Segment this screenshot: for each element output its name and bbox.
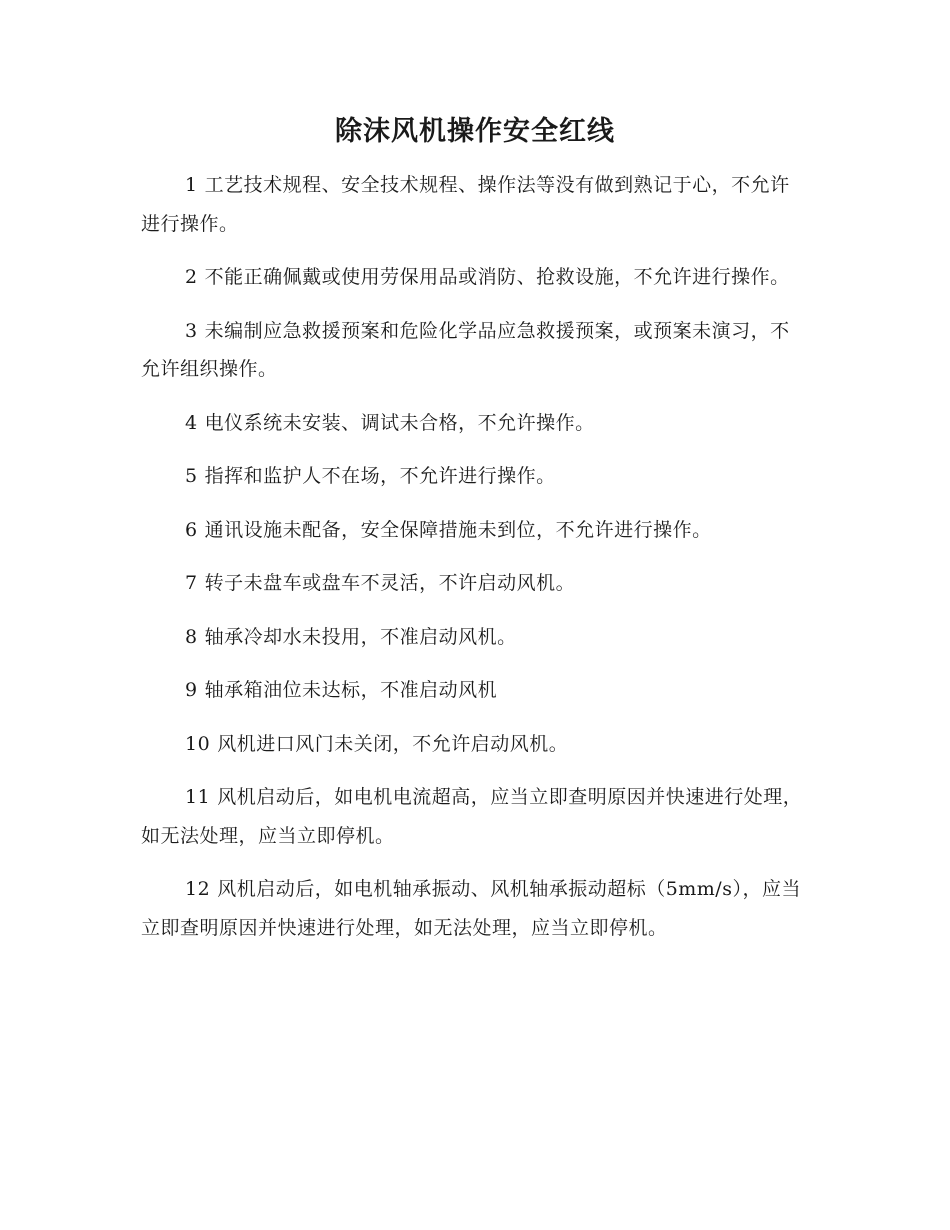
rule-item-10	[141, 725, 809, 764]
rule-text: 风机进口风门未关闭，不允许启动风机。	[217, 732, 569, 755]
rule-item-4	[141, 404, 809, 443]
rule-number: 7	[185, 572, 198, 594]
rule-text: 轴承箱油位未达标，不准启动风机	[204, 679, 498, 701]
rule-item-5	[141, 457, 809, 496]
rule-text: 风机启动后，如电机电流超高，应当立即查明原因并快速进行处理，如无法处理，应当立即停机。	[141, 786, 803, 847]
rule-number: 2	[185, 266, 198, 288]
rule-item-3	[141, 312, 809, 389]
rule-text: 指挥和监护人不在场，不允许进行操作。	[204, 465, 556, 487]
rule-number: 9	[185, 679, 198, 701]
rule-list	[141, 166, 809, 962]
rule-item-8	[141, 618, 809, 657]
rule-text: 不能正确佩戴或使用劳保用品或消防、抢救设施，不允许进行操作。	[204, 266, 790, 288]
rule-number: 8	[185, 625, 198, 648]
rule-text: 风机启动后，如电机轴承振动、风机轴承振动超标（5mm/s），应当立即查明原因并快速进行处理，如无法处理，应当立即停机。	[141, 878, 801, 939]
rule-item-9	[141, 671, 809, 710]
rule-text: 电仪系统未安装、调试未合格，不允许操作。	[204, 411, 595, 434]
document-title: 除沫风机操作安全红线	[335, 116, 615, 147]
rule-item-12	[141, 870, 809, 947]
rule-number: 10	[185, 732, 211, 755]
rule-item-11	[141, 778, 809, 855]
rule-text: 未编制应急救援预案和危险化学品应急救援预案，或预案未演习，不允许组织操作。	[141, 319, 790, 380]
rule-text: 工艺技术规程、安全技术规程、操作法等没有做到熟记于心，不允许进行操作。	[141, 174, 790, 235]
rule-item-7	[141, 564, 809, 603]
rule-number: 12	[185, 878, 211, 900]
rule-item-2	[141, 258, 809, 297]
rule-number: 11	[185, 786, 211, 808]
rule-number: 4	[185, 411, 198, 434]
rule-text: 转子未盘车或盘车不灵活，不许启动风机。	[204, 572, 576, 594]
rule-text: 通讯设施未配备，安全保障措施未到位，不允许进行操作。	[204, 518, 712, 541]
rule-text: 轴承冷却水未投用，不准启动风机。	[204, 625, 517, 648]
rule-number: 3	[185, 319, 198, 342]
rule-item-1	[141, 166, 809, 243]
rule-number: 6	[185, 518, 198, 541]
rule-number: 1	[185, 174, 198, 196]
rule-number: 5	[185, 465, 198, 487]
rule-item-6	[141, 511, 809, 550]
